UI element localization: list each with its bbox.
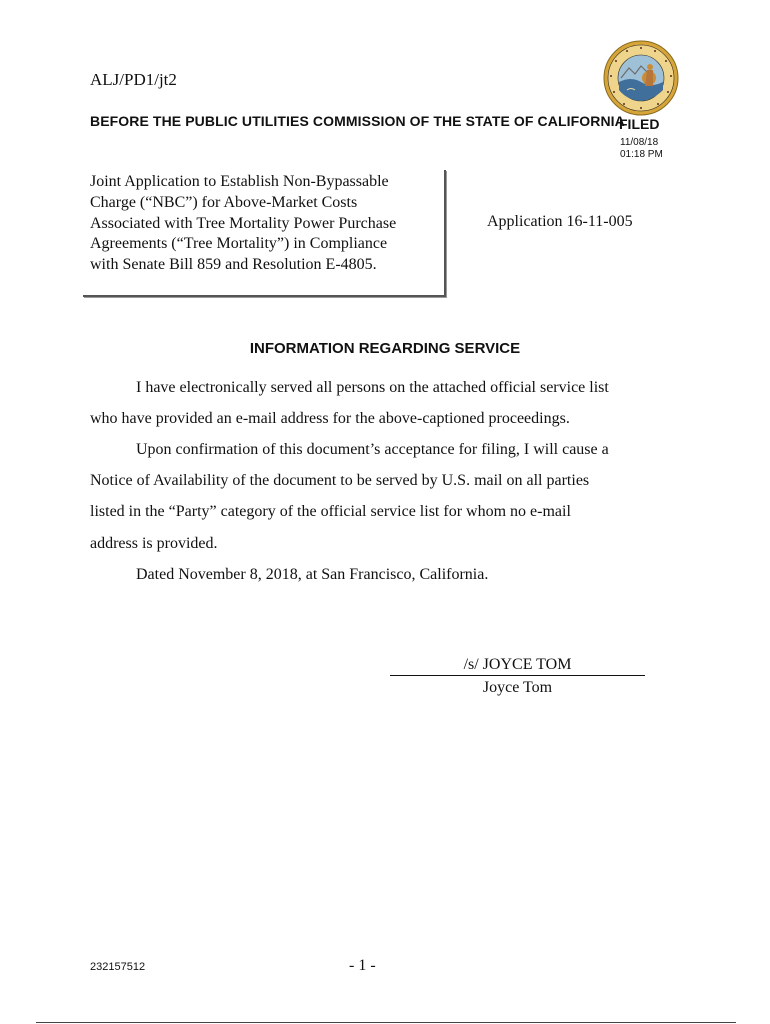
paragraph-line: listed in the “Party” category of the official service list for whom no e-mail bbox=[90, 503, 571, 521]
document-heading bbox=[0, 340, 770, 357]
service-paragraph bbox=[90, 372, 609, 434]
caption-line: Joint Application to Establish Non-Bypassable bbox=[90, 173, 389, 190]
document-id: 232157512 bbox=[90, 961, 146, 973]
filed-stamp-date: 11/08/18 bbox=[620, 137, 659, 148]
paragraph-line: address is provided. bbox=[90, 534, 218, 552]
heading-text: INFORMATION REGARDING SERVICE bbox=[249, 340, 521, 357]
caption-line: Charge (“NBC”) for Above-Market Costs bbox=[90, 193, 358, 211]
paragraph-line: I have electronically served all persons on the attached official service list bbox=[136, 379, 609, 396]
california-puc-seal-icon bbox=[603, 40, 679, 116]
signer-name: Joyce Tom bbox=[482, 679, 553, 696]
paragraph-line: Notice of Availability of the document to be served by U.S. mail on all parties bbox=[90, 472, 590, 490]
commission-heading: BEFORE THE PUBLIC UTILITIES COMMISSION OF THE STATE OF CALIFORNIA bbox=[90, 113, 625, 129]
footer-divider bbox=[36, 1022, 736, 1023]
filed-stamp-label: FILED bbox=[619, 116, 660, 132]
paragraph-line: Upon confirmation of this document’s acceptance for filing, I will cause a bbox=[136, 441, 609, 458]
caption-line: with Senate Bill 859 and Resolution E-4805. bbox=[90, 256, 377, 274]
page-number: - 1 - bbox=[349, 957, 376, 974]
dated-paragraph bbox=[90, 559, 488, 590]
signature-line: /s/ JOYCE TOM bbox=[390, 656, 645, 676]
notice-paragraph bbox=[90, 434, 609, 559]
caption-line: Agreements (“Tree Mortality”) in Compliance bbox=[90, 235, 388, 253]
paragraph-line: who have provided an e-mail address for the above-captioned proceedings. bbox=[90, 410, 570, 428]
application-number: Application 16-11-005 bbox=[487, 213, 633, 230]
docket-number: ALJ/PD1/jt2 bbox=[90, 70, 177, 89]
filed-stamp-time: 01:18 PM bbox=[620, 149, 663, 160]
case-caption bbox=[90, 172, 442, 276]
dated-line: Dated November 8, 2018, at San Francisco, California. bbox=[136, 566, 489, 583]
caption-line: Associated with Tree Mortality Power Purchase bbox=[90, 214, 397, 232]
